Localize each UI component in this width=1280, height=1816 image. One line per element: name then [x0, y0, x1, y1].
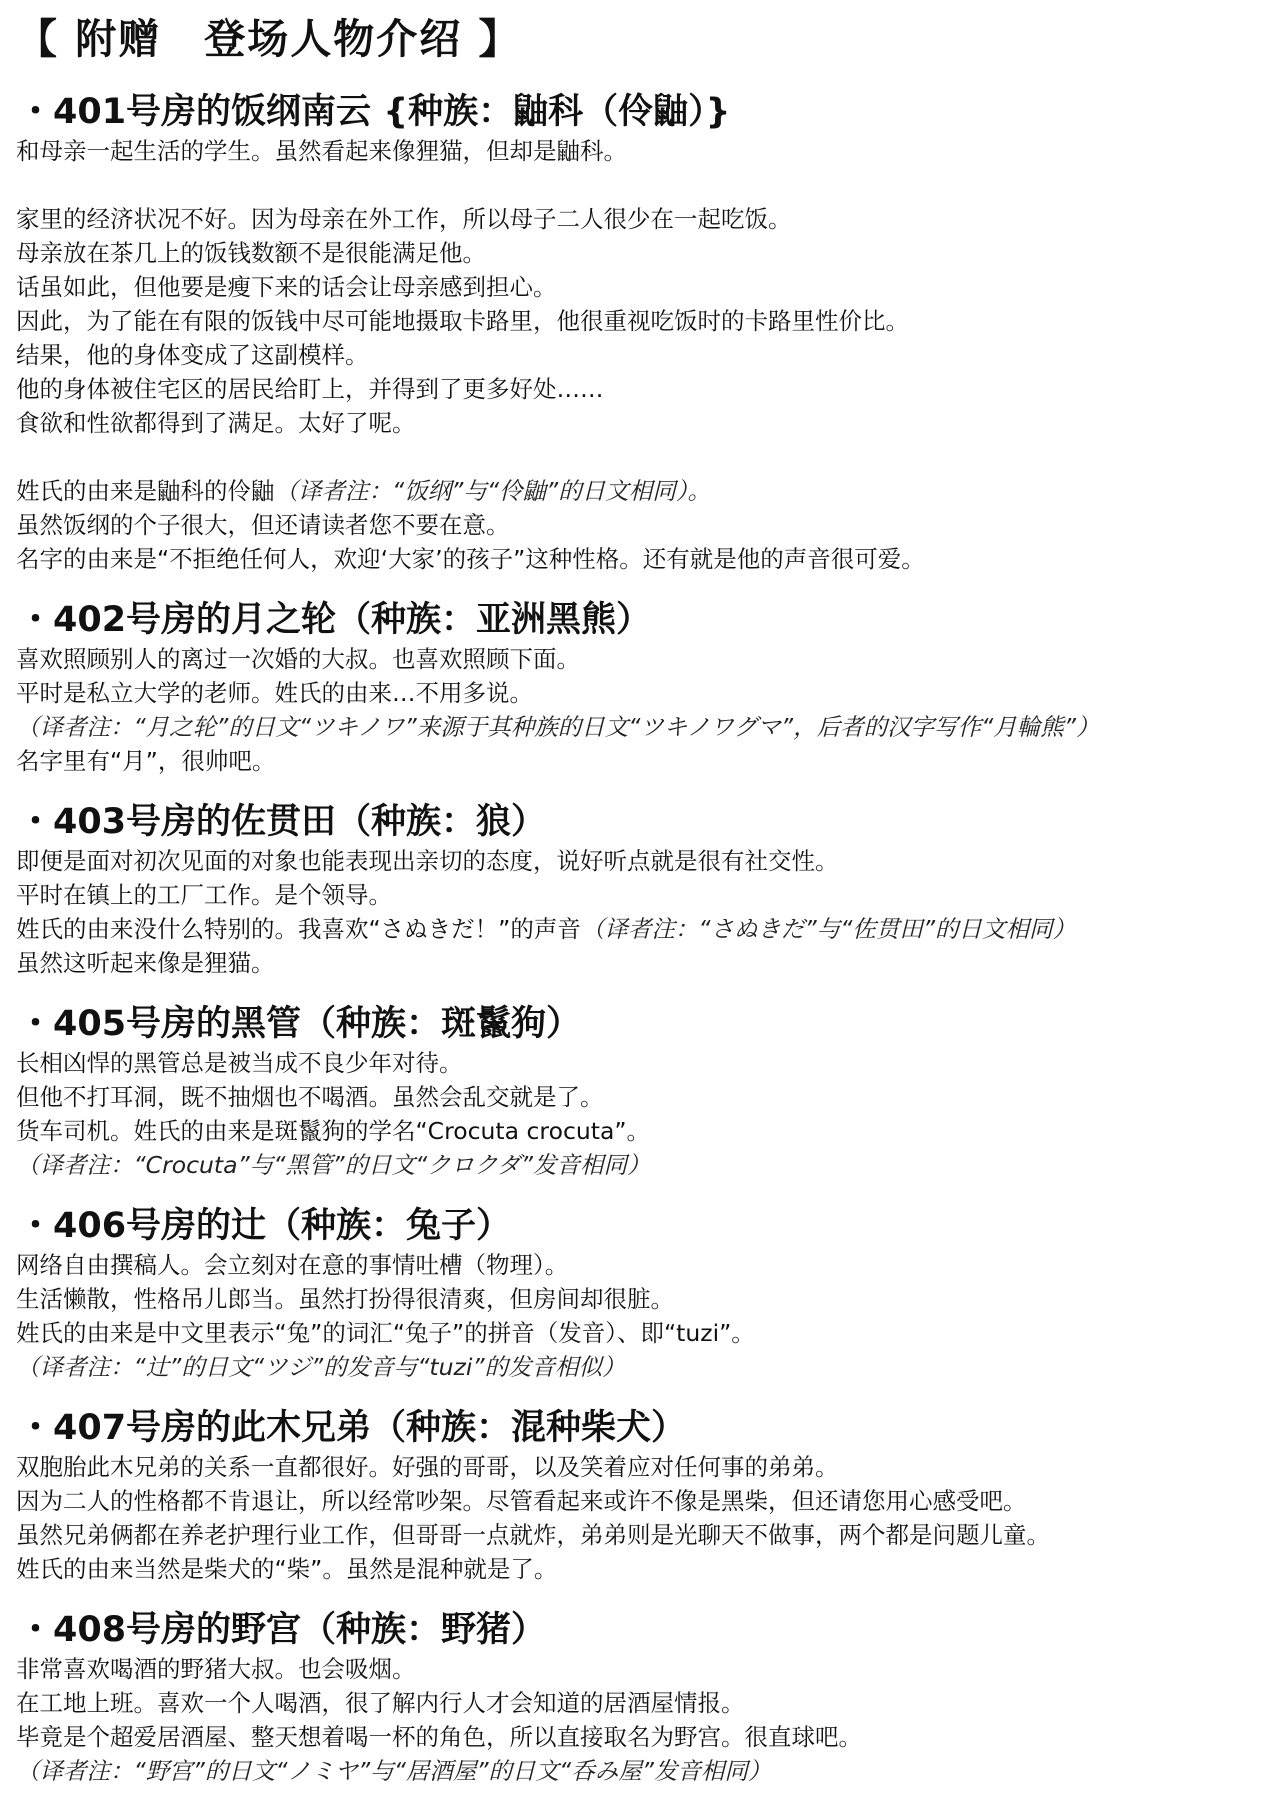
body-line — [16, 372, 1268, 406]
body-line — [16, 508, 1268, 542]
body-line — [16, 710, 1268, 744]
body-text: 虽然这听起来像是狸猫。 — [16, 949, 275, 977]
translator-note: （译者注：“饭纲”与“伶鼬”的日文相同）。 — [274, 477, 711, 505]
body-text: 生活懒散，性格吊儿郎当。虽然打扮得很清爽，但房间却很脏。 — [16, 1285, 674, 1313]
body-line — [16, 542, 1268, 576]
body-line — [16, 134, 1268, 168]
body-line — [16, 676, 1268, 710]
blank-line — [16, 168, 1268, 202]
character-section — [12, 1204, 1268, 1406]
body-line — [16, 1114, 1268, 1148]
body-line — [16, 1720, 1268, 1754]
body-line — [16, 1148, 1268, 1182]
section-spacer — [12, 576, 1268, 598]
body-line — [16, 1316, 1268, 1350]
body-line — [16, 912, 1268, 946]
body-line — [16, 202, 1268, 236]
character-section — [12, 800, 1268, 1002]
body-text: 货车司机。姓氏的由来是斑鬣狗的学名“Crocuta crocuta”。 — [16, 1117, 651, 1145]
body-line — [16, 1686, 1268, 1720]
body-line — [16, 946, 1268, 980]
body-text: 话虽如此，但他要是瘦下来的话会让母亲感到担心。 — [16, 273, 557, 301]
body-text: 和母亲一起生活的学生。虽然看起来像狸猫，但却是鼬科。 — [16, 137, 627, 165]
body-line — [16, 1282, 1268, 1316]
character-section — [12, 598, 1268, 800]
body-line — [16, 878, 1268, 912]
body-text: 因为二人的性格都不肯退让，所以经常吵架。尽管看起来或许不像是黑柴，但还请您用心感受吧。 — [16, 1487, 1027, 1515]
page-title: 【 附赠 登场人物介绍 】 — [16, 15, 522, 63]
translator-note: （译者注：“さぬきだ”与“佐贯田”的日文相同） — [580, 915, 1077, 943]
body-text: 因此，为了能在有限的饭钱中尽可能地摄取卡路里，他很重视吃饭时的卡路里性价比。 — [16, 307, 909, 335]
section-spacer — [12, 1586, 1268, 1608]
body-text: 虽然兄弟俩都在养老护理行业工作，但哥哥一点就炸，弟弟则是光聊天不做事，两个都是问题儿童。 — [16, 1521, 1050, 1549]
body-line — [16, 1754, 1268, 1788]
character-section — [12, 1002, 1268, 1204]
character-heading: ・407号房的此木兄弟（种族：混种柴犬） — [18, 1408, 687, 1448]
character-section — [12, 90, 1268, 598]
body-text: 姓氏的由来当然是柴犬的“柴”。虽然是混种就是了。 — [16, 1555, 558, 1583]
body-line — [16, 744, 1268, 778]
character-heading: ・406号房的辻（种族：兔子） — [18, 1206, 512, 1246]
body-text: 家里的经济状况不好。因为母亲在外工作，所以母子二人很少在一起吃饭。 — [16, 205, 792, 233]
character-heading: ・401号房的饭纲南云 {种族：鼬科（伶鼬）} — [18, 92, 731, 132]
body-line — [16, 1552, 1268, 1586]
body-text: 平时是私立大学的老师。姓氏的由来…不用多说。 — [16, 679, 533, 707]
character-section — [12, 1608, 1268, 1788]
body-text: 非常喜欢喝酒的野猪大叔。也会吸烟。 — [16, 1655, 416, 1683]
character-list — [12, 90, 1268, 1788]
body-text: 食欲和性欲都得到了满足。太好了呢。 — [16, 409, 416, 437]
body-line — [16, 642, 1268, 676]
body-line — [16, 1080, 1268, 1114]
body-text: 他的身体被住宅区的居民给盯上，并得到了更多好处…… — [16, 375, 604, 403]
translator-note: （译者注：“野宫”的日文“ノミヤ”与“居酒屋”的日文“呑み屋”发音相同） — [16, 1757, 772, 1785]
character-heading: ・403号房的佐贯田（种族：狼） — [18, 802, 547, 842]
body-line — [16, 844, 1268, 878]
body-text: 母亲放在茶几上的饭钱数额不是很能满足他。 — [16, 239, 486, 267]
body-text: 姓氏的由来是鼬科的伶鼬 — [16, 477, 275, 505]
body-line — [16, 1248, 1268, 1282]
body-line — [16, 1450, 1268, 1484]
body-text: 即便是面对初次见面的对象也能表现出亲切的态度，说好听点就是很有社交性。 — [16, 847, 839, 875]
body-text: 姓氏的由来没什么特别的。我喜欢“さぬきだ！”的声音 — [16, 915, 581, 943]
body-text: 虽然饭纲的个子很大，但还请读者您不要在意。 — [16, 511, 510, 539]
character-heading: ・405号房的黑管（种族：斑鬣狗） — [18, 1004, 582, 1044]
body-line — [16, 270, 1268, 304]
body-text: 双胞胎此木兄弟的关系一直都很好。好强的哥哥，以及笑着应对任何事的弟弟。 — [16, 1453, 839, 1481]
body-text: 喜欢照顾别人的离过一次婚的大叔。也喜欢照顾下面。 — [16, 645, 580, 673]
body-line — [16, 1518, 1268, 1552]
blank-line — [16, 440, 1268, 474]
section-spacer — [12, 980, 1268, 1002]
body-text: 在工地上班。喜欢一个人喝酒，很了解内行人才会知道的居酒屋情报。 — [16, 1689, 745, 1717]
body-text: 网络自由撰稿人。会立刻对在意的事情吐槽（物理）。 — [16, 1251, 569, 1279]
section-spacer — [12, 1182, 1268, 1204]
translator-note: （译者注：“Crocuta”与“黑管”的日文“クロクダ”发音相同） — [16, 1151, 651, 1179]
body-text: 名字的由来是“不拒绝任何人，欢迎‘大家’的孩子”这种性格。还有就是他的声音很可爱。 — [16, 545, 925, 573]
body-text: 平时在镇上的工厂工作。是个领导。 — [16, 881, 392, 909]
translator-note: （译者注：“辻”的日文“ツジ”的发音与“tuzi”的发音相似） — [16, 1353, 626, 1381]
body-line — [16, 1484, 1268, 1518]
body-line — [16, 338, 1268, 372]
body-line — [16, 1350, 1268, 1384]
body-line — [16, 1652, 1268, 1686]
body-line — [16, 474, 1268, 508]
translator-note: （译者注：“月之轮”的日文“ツキノワ”来源于其种族的日文“ツキノワグマ”，后者的汉字写作“月輪熊”） — [16, 713, 1100, 741]
body-text: 长相凶悍的黑管总是被当成不良少年对待。 — [16, 1049, 463, 1077]
body-line — [16, 304, 1268, 338]
body-text: 毕竟是个超爱居酒屋、整天想着喝一杯的角色，所以直接取名为野宫。很直球吧。 — [16, 1723, 862, 1751]
body-text: 名字里有“月”，很帅吧。 — [16, 747, 276, 775]
body-line — [16, 1046, 1268, 1080]
character-section — [12, 1406, 1268, 1608]
body-line — [16, 406, 1268, 440]
body-text: 结果，他的身体变成了这副模样。 — [16, 341, 369, 369]
body-text: 但他不打耳洞，既不抽烟也不喝酒。虽然会乱交就是了。 — [16, 1083, 604, 1111]
section-spacer — [12, 1384, 1268, 1406]
section-spacer — [12, 778, 1268, 800]
character-heading: ・402号房的月之轮（种族：亚洲黑熊） — [18, 600, 652, 640]
body-text: 姓氏的由来是中文里表示“兔”的词汇“兔子”的拼音（发音）、即“tuzi”。 — [16, 1319, 755, 1347]
character-heading: ・408号房的野宫（种族：野猪） — [18, 1610, 547, 1650]
body-line — [16, 236, 1268, 270]
